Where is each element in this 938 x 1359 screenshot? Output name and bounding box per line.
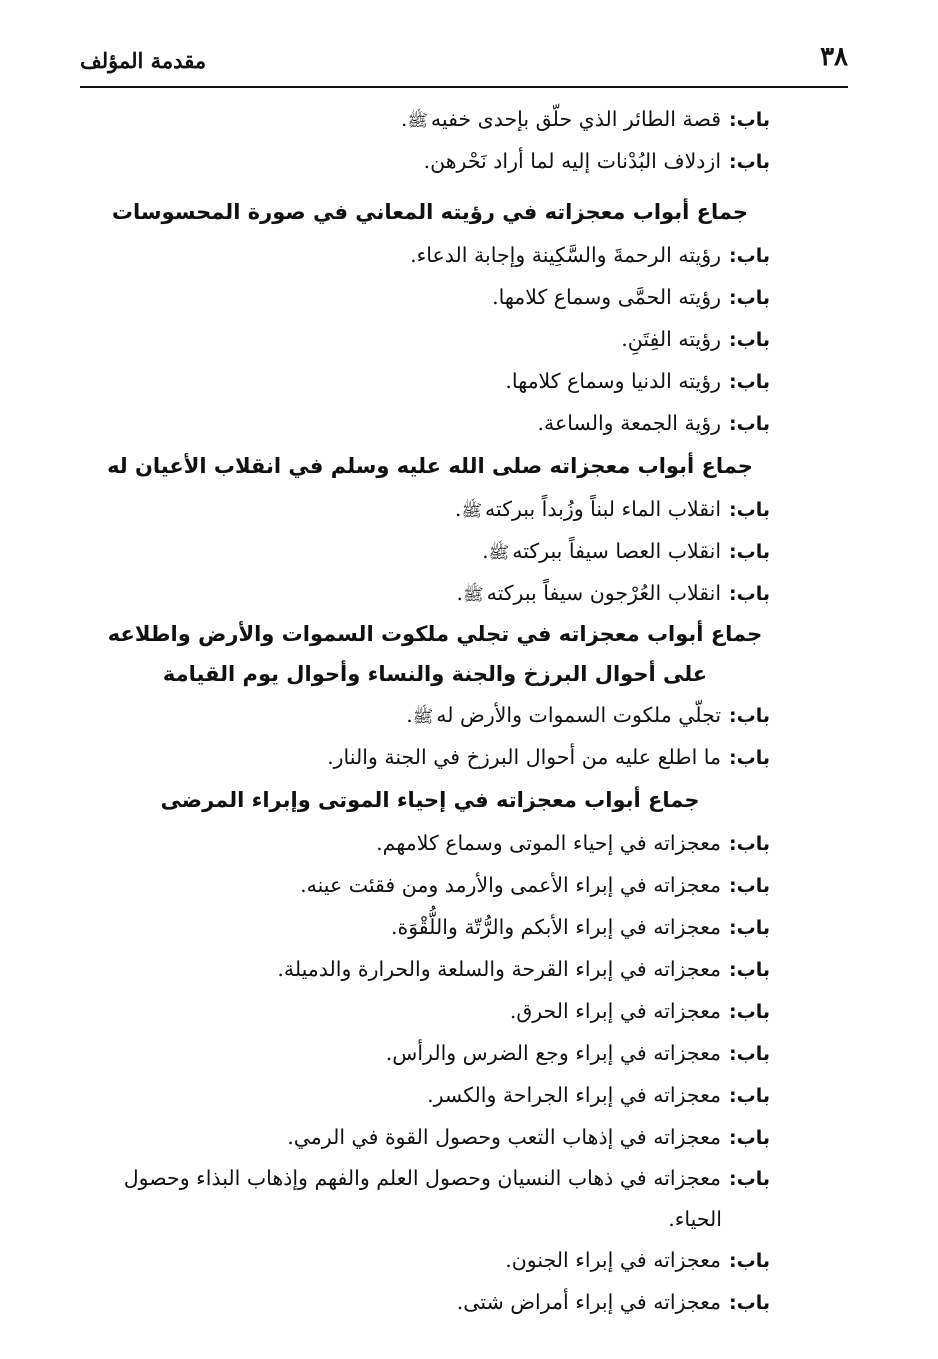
- entry-text: رؤيته الفِتَنِ.: [621, 327, 722, 351]
- entry-text: معجزاته في إبراء الجراحة والكسر.: [427, 1083, 722, 1107]
- bab-label: باب:: [729, 151, 770, 173]
- entry-text: انقلاب العُرْجون سيفاً ببركته: [486, 581, 722, 605]
- salla-symbol: ﷺ: [463, 585, 484, 605]
- entry-text: معجزاته في إبراء أمراض شتى.: [456, 1290, 722, 1314]
- bab-label: باب:: [729, 287, 770, 309]
- bab-entry: [90, 864, 770, 906]
- bab-entry: [90, 1281, 770, 1323]
- entry-text: معجزاته في إبراء الجنون.: [505, 1248, 722, 1272]
- bab-label: باب:: [729, 1250, 770, 1272]
- entry-text: رؤيته الحمَّى وسماع كلامها.: [492, 285, 722, 309]
- entry-text: ما اطلع عليه من أحوال البرزخ في الجنة والنار.: [327, 745, 722, 769]
- bab-label: باب:: [729, 245, 770, 267]
- bab-label: باب:: [729, 833, 770, 855]
- bab-entry: [90, 234, 770, 276]
- bab-label: باب:: [729, 371, 770, 393]
- salla-symbol: ﷺ: [412, 707, 434, 727]
- page-number: ٣٨: [820, 42, 848, 72]
- entry-text: رؤيته الدنيا وسماع كلامها.: [505, 369, 722, 393]
- bab-entry: باب:انقلاب الماء لبناً وزُبداً ببركتهﷺ.: [454, 497, 770, 521]
- bab-label: باب:: [729, 1168, 770, 1190]
- bab-label: باب:: [729, 583, 770, 605]
- salla-symbol: ﷺ: [488, 543, 510, 563]
- entry-text: انقلاب الماء لبناً وزُبداً ببركته: [485, 497, 722, 521]
- table-of-contents: [90, 98, 770, 1323]
- entry-text: انقلاب العصا سيفاً ببركته: [512, 539, 722, 563]
- bab-label: باب:: [729, 1085, 770, 1107]
- bab-entry: [90, 1032, 770, 1074]
- bab-label: باب:: [729, 959, 770, 981]
- entry-text: قصة الطائر الذي حلّق بإحدى خفيه: [430, 107, 722, 131]
- section-heading: جماع أبواب معجزاته صلى الله عليه وسلم في انقلاب الأعيان له: [107, 454, 753, 478]
- bab-label: باب:: [729, 499, 770, 521]
- bab-label: باب:: [729, 747, 770, 769]
- bab-entry: [90, 736, 770, 778]
- bab-label: باب:: [729, 541, 770, 563]
- header-rule: [80, 86, 848, 88]
- entry-text: تجلّي ملكوت السموات والأرض له: [436, 703, 722, 727]
- entry-text: معجزاته في ذهاب النسيان وحصول العلم والفهم وإذهاب البذاء وحصول الحياء.: [123, 1166, 722, 1231]
- bab-entry: [90, 990, 770, 1032]
- bab-label: باب:: [729, 413, 770, 435]
- bab-entry: باب:قصة الطائر الذي حلّق بإحدى خفيهﷺ.: [400, 107, 770, 131]
- bab-entry: [90, 360, 770, 402]
- bab-entry: [90, 1158, 770, 1239]
- entry-text: رؤية الجمعة والساعة.: [537, 411, 722, 435]
- bab-label: باب:: [729, 875, 770, 897]
- bab-label: باب:: [729, 1043, 770, 1065]
- section-heading: جماع أبواب معجزاته في تجلي ملكوت السموات والأرض واطلاعه على أحوال البرزخ والجنة والنساء وأحوال يوم القيامة: [107, 622, 763, 686]
- section-heading: جماع أبواب معجزاته في رؤيته المعاني في صورة المحسوسات: [111, 200, 749, 224]
- bab-entry: باب:انقلاب العُرْجون سيفاً ببركتهﷺ.: [456, 581, 770, 605]
- entry-text: معجزاته في إبراء الأعمى والأرمد ومن فقئت عينه.: [300, 873, 722, 897]
- bab-entry: [90, 1239, 770, 1281]
- entry-text: معجزاته في إذهاب التعب وحصول القوة في الرمي.: [287, 1125, 722, 1149]
- bab-label: باب:: [729, 1127, 770, 1149]
- bab-label: باب:: [729, 705, 770, 727]
- bab-label: باب:: [729, 1001, 770, 1023]
- running-title: مقدمة المؤلف: [80, 48, 207, 73]
- bab-entry: [90, 318, 770, 360]
- entry-text: معجزاته في إحياء الموتى وسماع كلامهم.: [376, 831, 722, 855]
- entry-text: ازدلاف البُدْنات إليه لما أراد نَحْرهن.: [423, 149, 722, 173]
- salla-symbol: ﷺ: [407, 111, 428, 131]
- entry-text: معجزاته في إبراء القرحة والسلعة والحرارة والدميلة.: [277, 957, 722, 981]
- bab-entry: باب:انقلاب العصا سيفاً ببركتهﷺ.: [482, 539, 770, 563]
- bab-label: باب:: [729, 329, 770, 351]
- bab-entry: [90, 1116, 770, 1158]
- bab-entry: [90, 402, 770, 444]
- bab-label: باب:: [729, 109, 770, 131]
- bab-entry: باب:تجلّي ملكوت السموات والأرض لهﷺ.: [406, 703, 770, 727]
- bab-label: باب:: [729, 1292, 770, 1314]
- entry-text: معجزاته في إبراء وجع الضرس والرأس.: [385, 1041, 722, 1065]
- bab-label: باب:: [729, 917, 770, 939]
- entry-text: معجزاته في إبراء الأبكم والرُّتّة واللُّقْوَة.: [390, 915, 722, 939]
- page-header: [80, 40, 848, 86]
- bab-entry: [90, 822, 770, 864]
- entry-text: معجزاته في إبراء الحرق.: [509, 999, 722, 1023]
- bab-entry: [90, 1074, 770, 1116]
- entry-text: رؤيته الرحمةَ والسَّكِينة وإجابة الدعاء.: [410, 243, 722, 267]
- bab-entry: [90, 140, 770, 182]
- bab-entry: [90, 948, 770, 990]
- bab-entry: [90, 276, 770, 318]
- bab-entry: [90, 906, 770, 948]
- section-heading: جماع أبواب معجزاته في إحياء الموتى وإبراء المرضى: [160, 788, 700, 812]
- salla-symbol: ﷺ: [461, 501, 483, 521]
